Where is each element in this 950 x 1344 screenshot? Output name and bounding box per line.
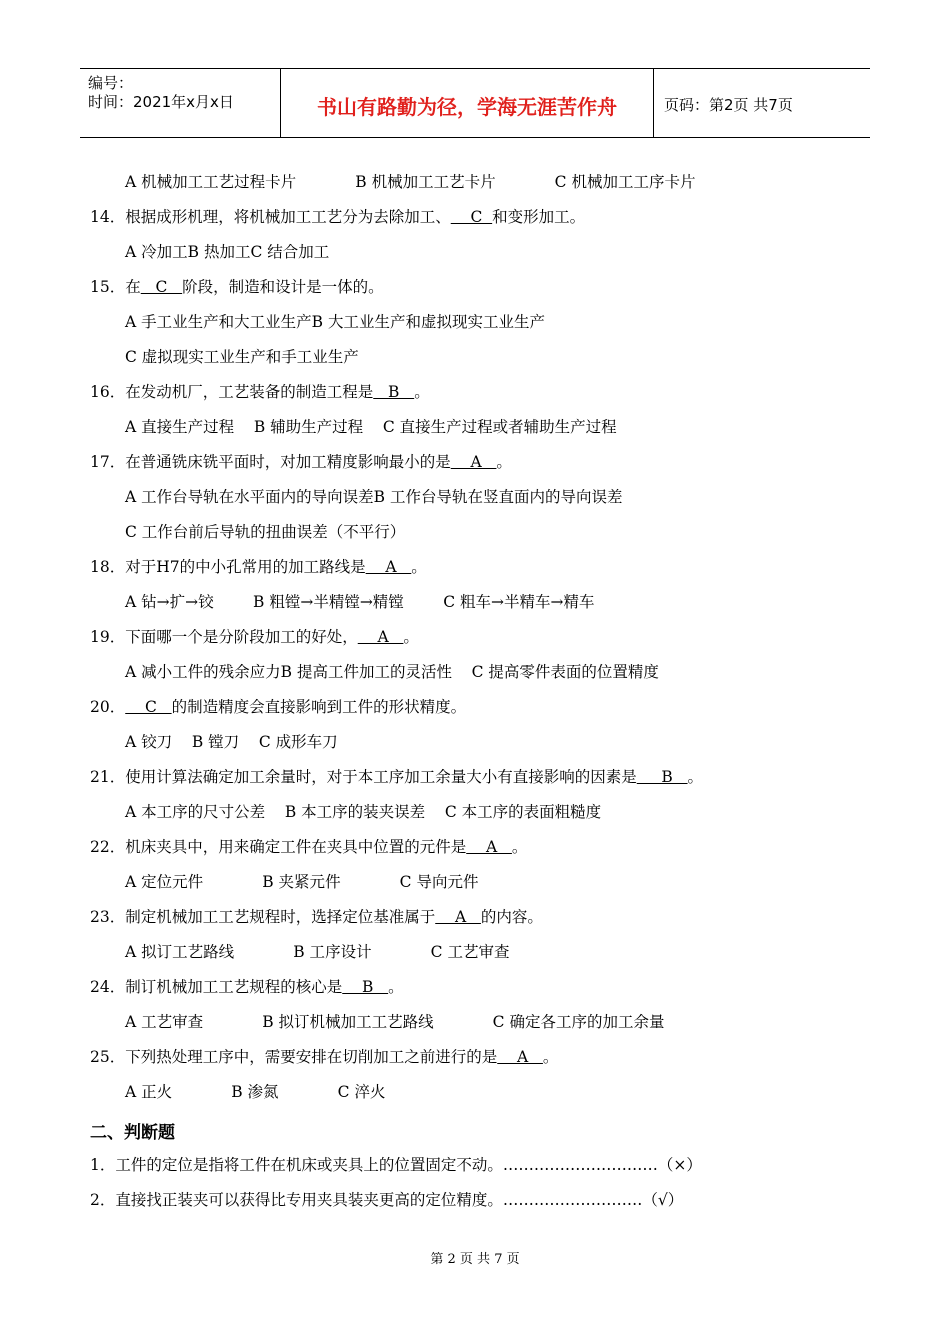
- line-text: 17．在普通铣床铣平面时，对加工精度影响最小的是: [90, 453, 451, 471]
- question-line: [90, 452, 512, 472]
- line-text: A 拟订工艺路线 B 工序设计 C 工艺审查: [125, 943, 510, 961]
- page-footer: 第 2 页 共 7 页: [430, 1252, 520, 1267]
- question-line: [90, 277, 384, 297]
- line-text-after: 。: [496, 453, 512, 471]
- line-text: 15．在: [90, 278, 141, 296]
- date-label: 时间：2021年x月x日: [88, 93, 234, 111]
- line-text: 23．制定机械加工工艺规程时，选择定位基准属于: [90, 908, 436, 926]
- question-line: [90, 767, 703, 787]
- option-line: [125, 592, 594, 612]
- line-text: 18．对于H7的中小孔常用的加工路线是: [90, 558, 366, 576]
- line-text-after: 。: [414, 383, 430, 401]
- line-text: A 正火 B 渗氮 C 淬火: [125, 1083, 386, 1101]
- option-line: [125, 802, 601, 822]
- line-text: 20．: [90, 698, 126, 716]
- page-header: [80, 68, 870, 138]
- line-text: A 钻→扩→铰 B 粗镗→半精镗→精镗 C 粗车→半精车→精车: [125, 593, 595, 611]
- line-text: 1．工件的定位是指将工件在机床或夹具上的位置固定不动。…………………………（×）: [90, 1156, 702, 1174]
- option-line: [125, 522, 405, 542]
- question-line: [90, 1047, 558, 1067]
- answer-blank: C: [450, 208, 493, 226]
- answer-blank: A: [497, 1048, 543, 1066]
- question-line: [90, 382, 430, 402]
- line-text: C 工作台前后导轨的扭曲误差（不平行）: [125, 523, 406, 541]
- line-text: A 工艺审查 B 拟订机械加工工艺路线 C 确定各工序的加工余量: [125, 1013, 665, 1031]
- line-text-after: 和变形加工。: [492, 208, 586, 226]
- number-label: 编号：: [88, 74, 134, 92]
- line-text: 25．下列热处理工序中，需要安排在切削加工之前进行的是: [90, 1048, 498, 1066]
- header-page-cell: [654, 69, 870, 137]
- line-text: A 本工序的尺寸公差 B 本工序的装夹误差 C 本工序的表面粗糙度: [125, 803, 602, 821]
- line-text-after: 。: [542, 1048, 559, 1066]
- line-text-after: 。: [687, 768, 704, 786]
- answer-blank: A: [450, 453, 497, 471]
- line-text: 24．制订机械加工工艺规程的核心是: [90, 978, 343, 996]
- line-text-after: 的内容。: [480, 908, 543, 926]
- line-text-after: 。: [511, 838, 528, 856]
- line-text: 14．根据成形机理，将机械加工工艺分为去除加工、: [90, 208, 451, 226]
- line-text: A 手工业生产和大工业生产B 大工业生产和虚拟现实工业生产: [125, 313, 545, 331]
- option-line: [125, 487, 622, 507]
- question-line: [90, 697, 466, 717]
- line-text: 2．直接找正装夹可以获得比专用夹具装夹更高的定位精度。………………………（√）: [90, 1191, 684, 1209]
- option-line: [125, 872, 478, 892]
- line-text: C 虚拟现实工业生产和手工业生产: [125, 348, 359, 366]
- line-text: 16．在发动机厂，工艺装备的制造工程是: [90, 383, 374, 401]
- answer-blank: B: [373, 383, 415, 401]
- line-text-after: 。: [403, 628, 419, 646]
- answer-blank: B: [342, 978, 389, 996]
- question-line: [90, 627, 419, 647]
- page-code: 页码：第2页 共7页: [664, 96, 793, 114]
- answer-blank: B: [636, 768, 688, 786]
- line-text: A 直接生产过程 B 辅助生产过程 C 直接生产过程或者辅助生产过程: [125, 418, 617, 436]
- line-text: A 工作台导轨在水平面内的导向误差B 工作台导轨在竖直面内的导向误差: [125, 488, 623, 506]
- answer-blank: A: [365, 558, 412, 576]
- question-line: [90, 837, 527, 857]
- option-line: [125, 942, 509, 962]
- option-line: [125, 662, 659, 682]
- line-text: A 铰刀 B 镗刀 C 成形车刀: [125, 733, 338, 751]
- option-line: [125, 732, 338, 752]
- option-line: [125, 1012, 664, 1032]
- line-text: A 减小工件的残余应力B 提高工件加工的灵活性 C 提高零件表面的位置精度: [125, 663, 659, 681]
- option-line: [125, 1082, 385, 1102]
- answer-blank: A: [357, 628, 404, 646]
- option-line: [125, 172, 695, 192]
- line-text-after: 阶段，制造和设计是一体的。: [182, 278, 384, 296]
- answer-blank: A: [435, 908, 481, 926]
- line-text-after: 。: [411, 558, 427, 576]
- header-info-cell: [80, 69, 281, 137]
- line-text: 21．使用计算法确定加工余量时，对于本工序加工余量大小有直接影响的因素是: [90, 768, 637, 786]
- line-text: 19．下面哪一个是分阶段加工的好处，: [90, 628, 358, 646]
- answer-blank: C: [140, 278, 183, 296]
- question-line: [90, 207, 585, 227]
- line-text: A 机械加工工艺过程卡片 B 机械加工工艺卡片 C 机械加工工序卡片: [125, 173, 696, 191]
- option-line: [125, 312, 545, 332]
- question-line: [90, 1190, 683, 1210]
- option-line: [125, 242, 329, 262]
- line-text: A 冷加工B 热加工C 结合加工: [125, 243, 330, 261]
- line-text: 22．机床夹具中，用来确定工件在夹具中位置的元件是: [90, 838, 467, 856]
- question-line: [90, 557, 427, 577]
- answer-blank: C: [125, 698, 172, 716]
- option-line: [125, 347, 359, 367]
- line-text-after: 。: [388, 978, 404, 996]
- option-line: [125, 417, 617, 437]
- question-line: [90, 907, 543, 927]
- motto: 书山有路勤为径，学海无涯苦作舟: [317, 95, 617, 119]
- header-motto-cell: [281, 69, 654, 137]
- question-line: [90, 1155, 702, 1175]
- section-heading-judgement: 二、判断题: [90, 1123, 175, 1143]
- answer-blank: A: [466, 838, 512, 856]
- line-text: A 定位元件 B 夹紧元件 C 导向元件: [125, 873, 479, 891]
- line-text-after: 的制造精度会直接影响到工件的形状精度。: [171, 698, 467, 716]
- question-line: [90, 977, 404, 997]
